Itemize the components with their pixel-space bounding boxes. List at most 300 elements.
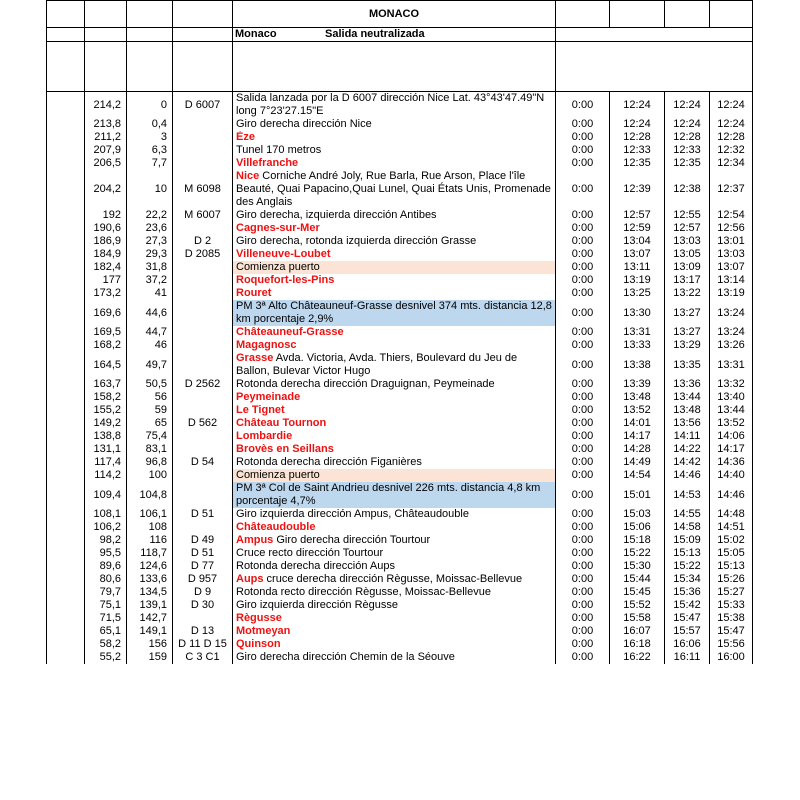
route-description xyxy=(233,209,556,222)
table-row xyxy=(47,352,753,378)
road-code: M 6007 xyxy=(173,209,233,222)
road-code xyxy=(173,391,233,404)
table-row xyxy=(47,534,753,547)
time-schedule-slow: 15:03 xyxy=(610,508,665,521)
time-schedule-mid: 15:42 xyxy=(665,599,710,612)
km-done: 108 xyxy=(127,521,173,534)
km-remaining: 108,1 xyxy=(85,508,127,521)
km-remaining: 95,5 xyxy=(85,547,127,560)
road-code xyxy=(173,157,233,170)
blank-cell xyxy=(47,651,85,664)
km-done: 31,8 xyxy=(127,261,173,274)
km-done: 100 xyxy=(127,469,173,482)
direction-text: Rotonda derecha dirección Draguignan, Peymeinade xyxy=(236,378,495,390)
time-schedule-slow: 13:39 xyxy=(610,378,665,391)
time-schedule-slow: 13:33 xyxy=(610,339,665,352)
road-code: D 957 xyxy=(173,573,233,586)
km-done: 118,7 xyxy=(127,547,173,560)
direction-text: Corniche André Joly, Rue Barla, Rue Arson, Place l'île Beauté, Quai Papacino,Quai Lunel, Quai États Unis, Promenade des Anglais xyxy=(236,170,551,208)
time-schedule-mid: 12:55 xyxy=(665,209,710,222)
time-schedule-slow: 13:25 xyxy=(610,287,665,300)
km-remaining: 211,2 xyxy=(85,131,127,144)
road-code: D 51 xyxy=(173,547,233,560)
blank-cell xyxy=(47,547,85,560)
km-remaining: 164,5 xyxy=(85,352,127,378)
time-schedule-slow: 13:52 xyxy=(610,404,665,417)
route-description xyxy=(233,131,556,144)
time-offset: 0:00 xyxy=(556,625,610,638)
time-offset: 0:00 xyxy=(556,443,610,456)
time-schedule-mid: 14:42 xyxy=(665,456,710,469)
time-schedule-slow: 12:24 xyxy=(610,118,665,131)
direction-text: cruce derecha dirección Règusse, Moissac-Bellevue xyxy=(263,573,523,585)
km-done: 149,1 xyxy=(127,625,173,638)
time-schedule-slow: 13:07 xyxy=(610,248,665,261)
town-name: Ampus xyxy=(236,534,274,546)
road-code xyxy=(173,352,233,378)
road-code: D 49 xyxy=(173,534,233,547)
time-schedule-fast: 15:33 xyxy=(710,599,753,612)
time-schedule-fast: 12:37 xyxy=(710,170,753,209)
route-description xyxy=(233,547,556,560)
time-offset: 0:00 xyxy=(556,456,610,469)
km-done: 10 xyxy=(127,170,173,209)
blank-cell xyxy=(47,443,85,456)
road-code xyxy=(173,261,233,274)
time-schedule-mid: 13:36 xyxy=(665,378,710,391)
time-offset: 0:00 xyxy=(556,157,610,170)
time-schedule-fast: 14:48 xyxy=(710,508,753,521)
time-schedule-mid: 12:33 xyxy=(665,144,710,157)
road-code xyxy=(173,612,233,625)
road-code: D 2085 xyxy=(173,248,233,261)
blank-cell xyxy=(47,157,85,170)
town-name: Cagnes-sur-Mer xyxy=(236,222,320,234)
blank-cell xyxy=(47,131,85,144)
km-remaining: 131,1 xyxy=(85,443,127,456)
time-schedule-slow: 12:57 xyxy=(610,209,665,222)
route-description xyxy=(233,157,556,170)
direction-text: Giro derecha, izquierda dirección Antibes xyxy=(236,209,437,221)
time-schedule-slow: 16:07 xyxy=(610,625,665,638)
time-schedule-fast: 14:36 xyxy=(710,456,753,469)
town-name: Lombardie xyxy=(236,430,293,442)
table-row xyxy=(47,131,753,144)
blank-cell xyxy=(47,287,85,300)
time-schedule-mid: 12:35 xyxy=(665,157,710,170)
time-schedule-fast: 13:01 xyxy=(710,235,753,248)
table-row xyxy=(47,287,753,300)
blank-cell xyxy=(47,573,85,586)
time-schedule-fast: 15:05 xyxy=(710,547,753,560)
time-schedule-fast: 13:52 xyxy=(710,417,753,430)
time-schedule-mid: 16:11 xyxy=(665,651,710,664)
route-description xyxy=(233,560,556,573)
table-row xyxy=(47,261,753,274)
route-description xyxy=(233,287,556,300)
time-schedule-mid: 14:55 xyxy=(665,508,710,521)
km-remaining: 173,2 xyxy=(85,287,127,300)
route-description xyxy=(233,521,556,534)
road-code xyxy=(173,443,233,456)
direction-text: Rotonda derecha dirección Figanières xyxy=(236,456,422,468)
km-remaining: 186,9 xyxy=(85,235,127,248)
time-schedule-fast: 12:54 xyxy=(710,209,753,222)
time-schedule-fast: 13:44 xyxy=(710,404,753,417)
blank-cell xyxy=(47,391,85,404)
blank-cell xyxy=(47,209,85,222)
direction-text: Giro derecha dirección Chemin de la Séouve xyxy=(236,651,455,663)
time-offset: 0:00 xyxy=(556,326,610,339)
town-name: Magagnosc xyxy=(236,339,297,351)
time-schedule-fast: 13:03 xyxy=(710,248,753,261)
time-schedule-fast: 12:56 xyxy=(710,222,753,235)
time-schedule-slow: 13:04 xyxy=(610,235,665,248)
direction-text: Giro derecha dirección Nice xyxy=(236,118,372,130)
table-row xyxy=(47,573,753,586)
km-done: 44,6 xyxy=(127,300,173,326)
time-schedule-mid: 13:56 xyxy=(665,417,710,430)
time-schedule-mid: 12:57 xyxy=(665,222,710,235)
route-description xyxy=(233,222,556,235)
km-done: 50,5 xyxy=(127,378,173,391)
table-row xyxy=(47,248,753,261)
table-row xyxy=(47,157,753,170)
town-name: Nice xyxy=(236,170,260,182)
km-remaining: 149,2 xyxy=(85,417,127,430)
km-done: 159 xyxy=(127,651,173,664)
time-offset: 0:00 xyxy=(556,92,610,119)
time-schedule-mid: 16:06 xyxy=(665,638,710,651)
town-name: Rouret xyxy=(236,287,272,299)
blank-cell xyxy=(47,170,85,209)
time-offset: 0:00 xyxy=(556,144,610,157)
time-offset: 0:00 xyxy=(556,547,610,560)
town-name: Château Tournon xyxy=(236,417,327,429)
time-schedule-mid: 13:29 xyxy=(665,339,710,352)
km-done: 49,7 xyxy=(127,352,173,378)
time-offset: 0:00 xyxy=(556,274,610,287)
km-remaining: 109,4 xyxy=(85,482,127,508)
blank-cell xyxy=(47,274,85,287)
time-offset: 0:00 xyxy=(556,430,610,443)
km-remaining: 80,6 xyxy=(85,573,127,586)
km-remaining: 65,1 xyxy=(85,625,127,638)
time-offset: 0:00 xyxy=(556,248,610,261)
table-row xyxy=(47,521,753,534)
time-offset: 0:00 xyxy=(556,118,610,131)
stage-title: MONACO xyxy=(233,1,556,28)
route-description xyxy=(233,573,556,586)
time-offset: 0:00 xyxy=(556,209,610,222)
time-schedule-slow: 15:18 xyxy=(610,534,665,547)
road-code xyxy=(173,222,233,235)
route-description xyxy=(233,508,556,521)
time-schedule-fast: 13:26 xyxy=(710,339,753,352)
km-remaining: 89,6 xyxy=(85,560,127,573)
time-schedule-mid: 13:35 xyxy=(665,352,710,378)
km-done: 106,1 xyxy=(127,508,173,521)
table-row xyxy=(47,417,753,430)
town-name: Villefranche xyxy=(236,157,299,169)
km-remaining: 169,5 xyxy=(85,326,127,339)
km-done: 139,1 xyxy=(127,599,173,612)
time-schedule-slow: 14:17 xyxy=(610,430,665,443)
town-name: Grasse xyxy=(236,352,274,364)
road-code xyxy=(173,482,233,508)
town-name: Peymeinade xyxy=(236,391,301,403)
direction-text: Tunel 170 metros xyxy=(236,144,322,156)
road-code xyxy=(173,339,233,352)
time-schedule-mid: 15:34 xyxy=(665,573,710,586)
town-name: Châteaudouble xyxy=(236,521,316,533)
table-row xyxy=(47,443,753,456)
time-schedule-fast: 12:32 xyxy=(710,144,753,157)
time-schedule-mid: 13:05 xyxy=(665,248,710,261)
blank-cell xyxy=(47,248,85,261)
direction-text: Salida lanzada por la D 6007 dirección Nice Lat. 43°43'47.49"N long 7°23'27.15"E xyxy=(236,92,545,117)
time-schedule-slow: 12:28 xyxy=(610,131,665,144)
time-schedule-fast: 14:51 xyxy=(710,521,753,534)
town-name: Quinson xyxy=(236,638,281,650)
time-schedule-slow: 14:49 xyxy=(610,456,665,469)
table-row xyxy=(47,508,753,521)
time-schedule-slow: 13:30 xyxy=(610,300,665,326)
km-done: 134,5 xyxy=(127,586,173,599)
time-schedule-mid: 13:09 xyxy=(665,261,710,274)
route-description xyxy=(233,417,556,430)
time-offset: 0:00 xyxy=(556,404,610,417)
road-code xyxy=(173,430,233,443)
road-code xyxy=(173,274,233,287)
time-schedule-fast: 13:31 xyxy=(710,352,753,378)
time-offset: 0:00 xyxy=(556,391,610,404)
table-row xyxy=(47,547,753,560)
blank-cell xyxy=(47,404,85,417)
town-name: Aups xyxy=(236,573,264,585)
km-remaining: 117,4 xyxy=(85,456,127,469)
km-remaining: 71,5 xyxy=(85,612,127,625)
route-description xyxy=(233,456,556,469)
table-row xyxy=(47,144,753,157)
time-schedule-mid: 13:27 xyxy=(665,326,710,339)
direction-text: Avda. Victoria, Avda. Thiers, Boulevard du Jeu de Ballon, Bulevar Victor Hugo xyxy=(236,352,518,377)
blank-cell xyxy=(47,508,85,521)
km-done: 65 xyxy=(127,417,173,430)
time-schedule-slow: 15:44 xyxy=(610,573,665,586)
time-schedule-fast: 15:56 xyxy=(710,638,753,651)
time-schedule-fast: 13:07 xyxy=(710,261,753,274)
table-row xyxy=(47,625,753,638)
time-offset: 0:00 xyxy=(556,222,610,235)
table-row xyxy=(47,638,753,651)
time-schedule-fast: 14:17 xyxy=(710,443,753,456)
km-remaining: 163,7 xyxy=(85,378,127,391)
route-description xyxy=(233,430,556,443)
blank-cell xyxy=(47,144,85,157)
blank-cell xyxy=(47,378,85,391)
time-offset: 0:00 xyxy=(556,521,610,534)
blank-cell xyxy=(47,521,85,534)
km-remaining: 214,2 xyxy=(85,92,127,119)
time-schedule-mid: 13:27 xyxy=(665,300,710,326)
km-remaining: 190,6 xyxy=(85,222,127,235)
time-schedule-mid: 15:13 xyxy=(665,547,710,560)
table-row xyxy=(47,170,753,209)
time-schedule-fast: 13:24 xyxy=(710,326,753,339)
time-offset: 0:00 xyxy=(556,586,610,599)
table-row xyxy=(47,404,753,417)
direction-text: Giro izquierda dirección Ampus, Châteaudouble xyxy=(236,508,469,520)
road-code xyxy=(173,131,233,144)
route-description xyxy=(233,339,556,352)
km-done: 56 xyxy=(127,391,173,404)
table-row xyxy=(47,456,753,469)
time-schedule-mid: 13:22 xyxy=(665,287,710,300)
time-offset: 0:00 xyxy=(556,469,610,482)
km-done: 142,7 xyxy=(127,612,173,625)
km-remaining: 207,9 xyxy=(85,144,127,157)
table-row xyxy=(47,118,753,131)
blank-cell xyxy=(47,599,85,612)
table-row xyxy=(47,300,753,326)
time-schedule-mid: 14:11 xyxy=(665,430,710,443)
route-description xyxy=(233,352,556,378)
blank-cell xyxy=(47,339,85,352)
time-offset: 0:00 xyxy=(556,612,610,625)
km-remaining: 168,2 xyxy=(85,339,127,352)
km-done: 96,8 xyxy=(127,456,173,469)
road-code: D 13 xyxy=(173,625,233,638)
blank-cell xyxy=(47,625,85,638)
table-row xyxy=(47,339,753,352)
time-offset: 0:00 xyxy=(556,378,610,391)
km-done: 124,6 xyxy=(127,560,173,573)
time-offset: 0:00 xyxy=(556,599,610,612)
road-code xyxy=(173,118,233,131)
time-schedule-slow: 15:58 xyxy=(610,612,665,625)
blank-cell xyxy=(47,560,85,573)
km-remaining: 177 xyxy=(85,274,127,287)
time-schedule-fast: 15:47 xyxy=(710,625,753,638)
table-row xyxy=(47,586,753,599)
start-place: Monaco xyxy=(235,28,277,40)
km-done: 59 xyxy=(127,404,173,417)
blank-cell xyxy=(47,326,85,339)
time-schedule-fast: 13:19 xyxy=(710,287,753,300)
blank-cell xyxy=(47,586,85,599)
table-row xyxy=(47,274,753,287)
time-schedule-slow: 14:54 xyxy=(610,469,665,482)
blank-cell xyxy=(47,469,85,482)
km-remaining: 106,2 xyxy=(85,521,127,534)
road-code: D 51 xyxy=(173,508,233,521)
time-schedule-fast: 14:06 xyxy=(710,430,753,443)
km-done: 104,8 xyxy=(127,482,173,508)
time-schedule-fast: 13:24 xyxy=(710,300,753,326)
road-code xyxy=(173,404,233,417)
km-remaining: 58,2 xyxy=(85,638,127,651)
time-schedule-fast: 12:28 xyxy=(710,131,753,144)
blank-cell xyxy=(47,482,85,508)
blank-cell xyxy=(47,118,85,131)
km-done: 3 xyxy=(127,131,173,144)
route-description xyxy=(233,261,556,274)
time-offset: 0:00 xyxy=(556,235,610,248)
route-description xyxy=(233,300,556,326)
road-code xyxy=(173,287,233,300)
time-schedule-slow: 15:45 xyxy=(610,586,665,599)
route-description xyxy=(233,274,556,287)
road-code: D 9 xyxy=(173,586,233,599)
time-schedule-mid: 12:28 xyxy=(665,131,710,144)
time-schedule-slow: 15:06 xyxy=(610,521,665,534)
route-description xyxy=(233,651,556,664)
km-done: 7,7 xyxy=(127,157,173,170)
town-name: Brovès en Seillans xyxy=(236,443,334,455)
route-description xyxy=(233,235,556,248)
km-remaining: 138,8 xyxy=(85,430,127,443)
time-schedule-slow: 15:01 xyxy=(610,482,665,508)
road-code xyxy=(173,469,233,482)
time-schedule-mid: 12:38 xyxy=(665,170,710,209)
time-schedule-mid: 14:58 xyxy=(665,521,710,534)
blank-cell xyxy=(47,534,85,547)
route-description xyxy=(233,612,556,625)
table-row xyxy=(47,651,753,664)
time-schedule-fast: 15:27 xyxy=(710,586,753,599)
route-description xyxy=(233,378,556,391)
time-schedule-slow: 15:22 xyxy=(610,547,665,560)
start-info xyxy=(233,28,556,42)
time-offset: 0:00 xyxy=(556,651,610,664)
time-schedule-slow: 12:24 xyxy=(610,92,665,119)
route-description xyxy=(233,638,556,651)
blank-cell xyxy=(47,222,85,235)
time-schedule-fast: 13:40 xyxy=(710,391,753,404)
km-remaining: 75,1 xyxy=(85,599,127,612)
km-remaining: 79,7 xyxy=(85,586,127,599)
direction-text: Comienza puerto xyxy=(236,469,320,481)
header-row xyxy=(47,1,753,28)
start-row xyxy=(47,28,753,42)
time-offset: 0:00 xyxy=(556,339,610,352)
km-remaining: 158,2 xyxy=(85,391,127,404)
time-offset: 0:00 xyxy=(556,508,610,521)
blank-cell xyxy=(47,456,85,469)
town-name: Èze xyxy=(236,131,255,143)
route-description xyxy=(233,391,556,404)
direction-text: Rotonda recto dirección Règusse, Moissac-Bellevue xyxy=(236,586,491,598)
blank-cell xyxy=(47,417,85,430)
time-schedule-mid: 13:17 xyxy=(665,274,710,287)
time-schedule-slow: 12:59 xyxy=(610,222,665,235)
time-schedule-slow: 12:35 xyxy=(610,157,665,170)
town-name: Villeneuve-Loubet xyxy=(236,248,331,260)
time-schedule-slow: 14:01 xyxy=(610,417,665,430)
time-schedule-slow: 15:52 xyxy=(610,599,665,612)
route-description xyxy=(233,248,556,261)
direction-text: Giro derecha dirección Tourtour xyxy=(273,534,431,546)
time-schedule-slow: 16:18 xyxy=(610,638,665,651)
table-row xyxy=(47,378,753,391)
time-offset: 0:00 xyxy=(556,287,610,300)
time-schedule-fast: 15:02 xyxy=(710,534,753,547)
time-schedule-mid: 14:22 xyxy=(665,443,710,456)
km-done: 44,7 xyxy=(127,326,173,339)
time-schedule-slow: 13:31 xyxy=(610,326,665,339)
km-remaining: 169,6 xyxy=(85,300,127,326)
